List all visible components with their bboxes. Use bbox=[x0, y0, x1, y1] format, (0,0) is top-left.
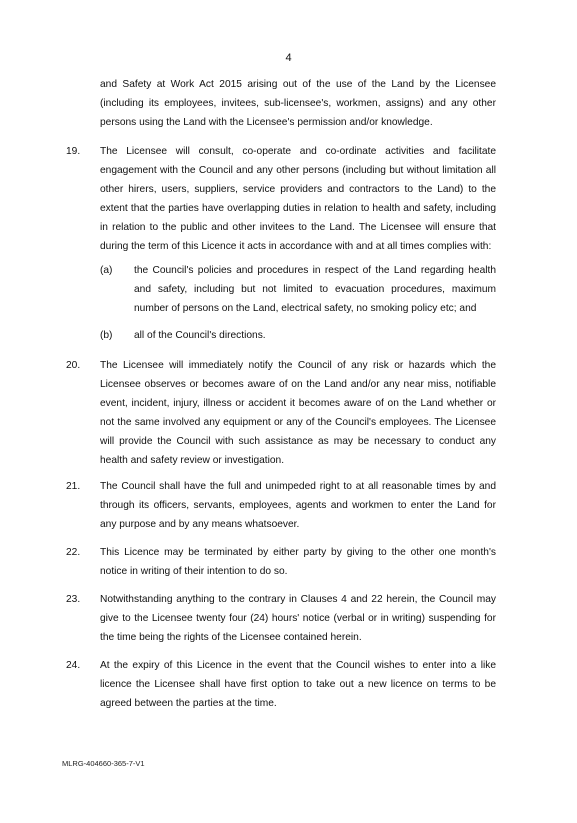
clause-24-number: 24. bbox=[66, 660, 81, 671]
clause-19b-label: (b) bbox=[100, 330, 113, 341]
clause-19-number: 19. bbox=[66, 146, 81, 157]
clause-21-text: The Council shall have the full and unimpeded right to at all reasonable times by and through its officers, servants, employees, agents and workmen to enter the Land for any purpose and by any means whatsoever. bbox=[100, 481, 496, 530]
intro-paragraph: and Safety at Work Act 2015 arising out of the use of the Land by the Licensee (including its employees, invitees, sub-licensee's, workmen, assigns) and any other persons using the Land with the Licensee's permission and/or knowledge. bbox=[100, 79, 496, 128]
clause-19a-text: the Council's policies and procedures in respect of the Land regarding health and safety, including but not limited to evacuation procedures, maximum number of persons on the Land, electrical safety, no smoking policy etc; and bbox=[134, 265, 496, 314]
clause-23-number: 23. bbox=[66, 594, 81, 605]
document-reference-footer: MLRG-404660-365-7-V1 bbox=[62, 759, 145, 768]
clause-24-text: At the expiry of this Licence in the event that the Council wishes to enter into a like licence the Licensee shall have first option to take out a new licence on terms to be agreed between the parties at the time. bbox=[100, 660, 496, 709]
clause-20-text: The Licensee will immediately notify the Council of any risk or hazards which the Licensee observes or becomes aware of on the Land and/or any near miss, notifiable event, incident, injury, illness or accident it becomes aware of on the Land whether or not the same involved any equipment or any of the Council's employees. The Licensee will provide the Council with such assistance as may be necessary to conduct any health and safety review or investigation. bbox=[100, 360, 496, 466]
clause-22-number: 22. bbox=[66, 547, 81, 558]
clause-19-text: The Licensee will consult, co-operate and co-ordinate activities and facilitate engagement with the Council and any other persons (including but without limitation all other hirers, users, suppliers, service providers and contractors to the Land) to the extent that the parties have overlapping duties in relation to health and safety, including in relation to the public and other invitees to the Land. The Licensee will ensure that during the term of this Licence it acts in accordance with and at all times complies with: bbox=[100, 146, 496, 252]
page-number: 4 bbox=[285, 52, 292, 64]
clause-21-number: 21. bbox=[66, 481, 81, 492]
clause-19b-text: all of the Council's directions. bbox=[134, 330, 266, 341]
clause-19a-label: (a) bbox=[100, 265, 113, 276]
clause-20-number: 20. bbox=[66, 360, 81, 371]
clause-23-text: Notwithstanding anything to the contrary in Clauses 4 and 22 herein, the Council may give to the Licensee twenty four (24) hours' notice (verbal or in writing) suspending for the time being the rights of the Licensee contained herein. bbox=[100, 594, 496, 643]
clause-22-text: This Licence may be terminated by either party by giving to the other one month's notice in writing of their intention to do so. bbox=[100, 547, 496, 577]
